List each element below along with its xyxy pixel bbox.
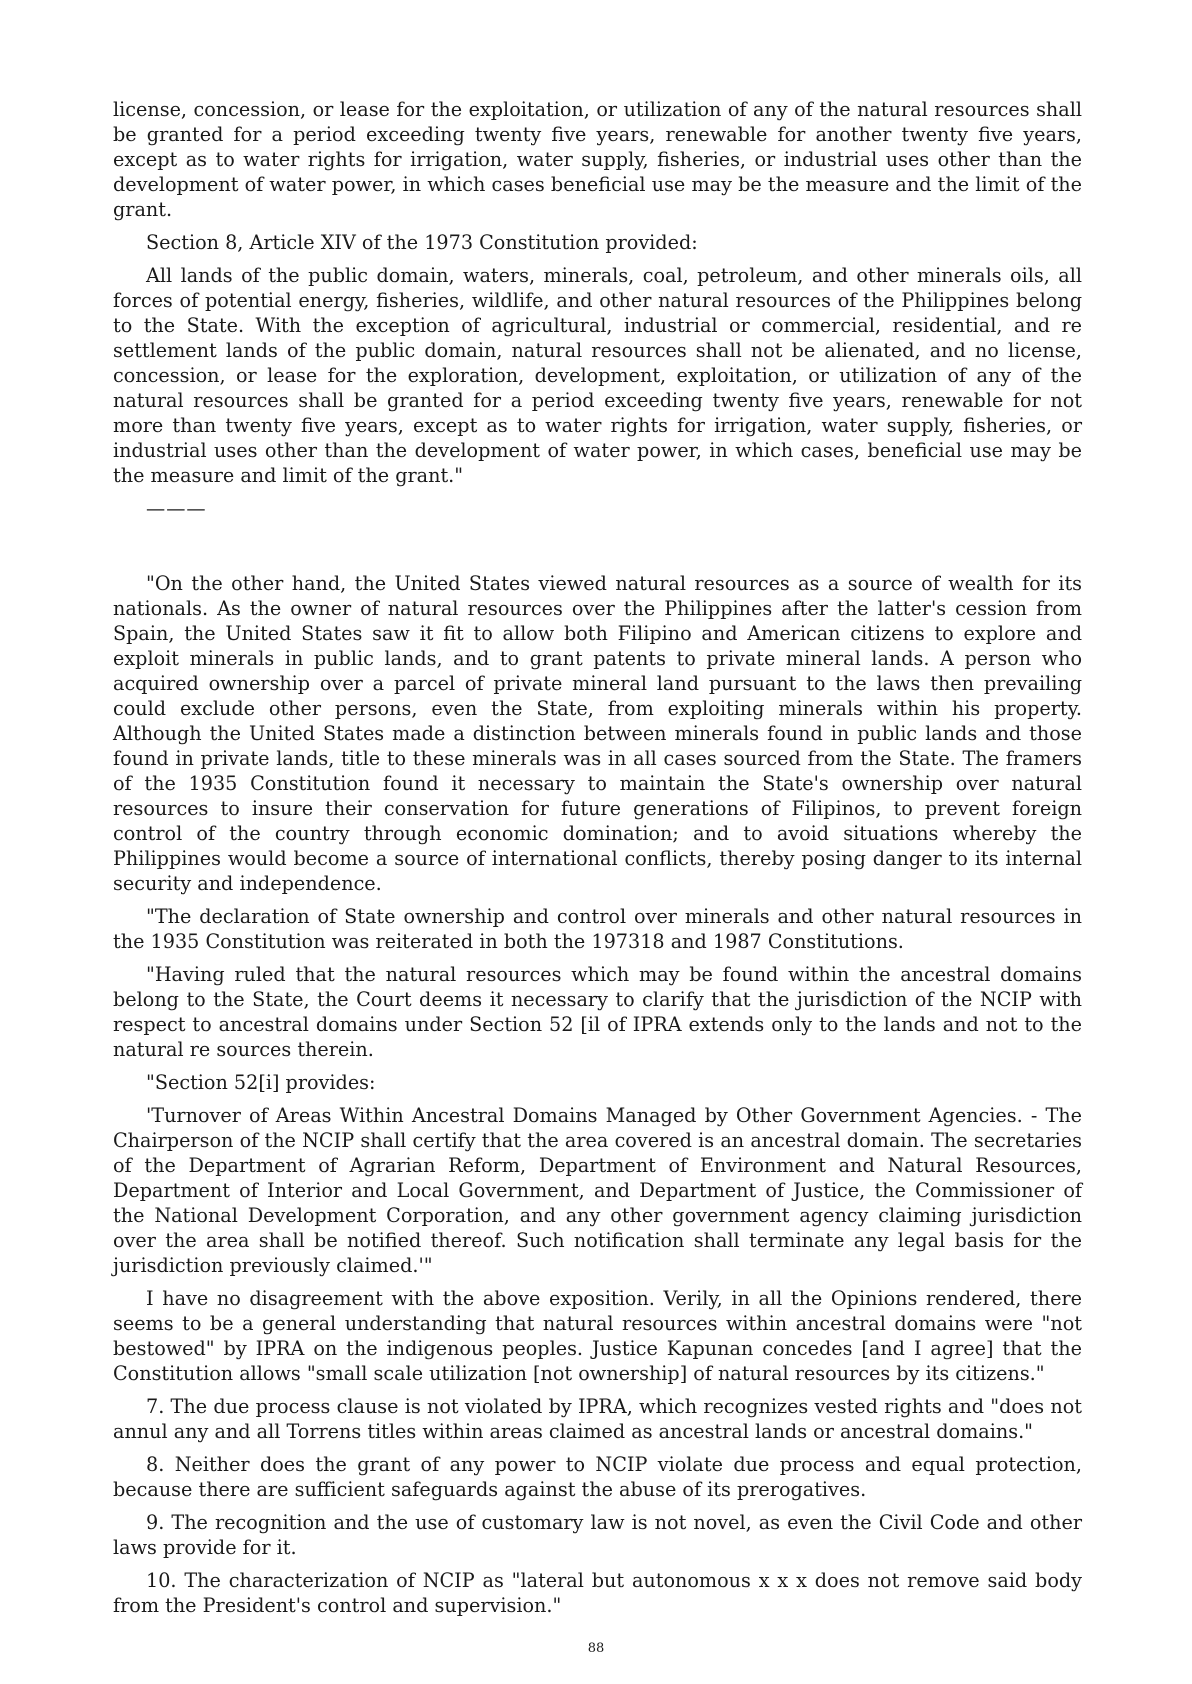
paragraph-item-8: 8. Neither does the grant of any power to NCIP violate due process and equal protection, because there are sufficient safeguards against the abuse of its prerogatives. [113, 1453, 1082, 1501]
footnote-separator: ——— [146, 497, 207, 520]
paragraph-state-ownership: "The declaration of State ownership and control over minerals and other natural resources in the 1935 Constitution was reiterated in both the 197318 and 1987 Constitutions. [113, 905, 1082, 953]
paragraph-item-9: 9. The recognition and the use of customary law is not novel, as even the Civil Code and other laws provide for it. [113, 1511, 1082, 1559]
spacer [113, 521, 1082, 571]
paragraph-no-disagreement: I have no disagreement with the above exposition. Verily, in all the Opinions rendered, there seems to be a general understanding that natural resources within ancestral domains were "not bestowed" by IPRA on the indigenous peoples. Justice Kapunan concedes [and I agree] that the Constitution allows "small scale utilization [not ownership] of natural resources by its citizens." [113, 1287, 1082, 1385]
paragraph-section-8-intro: Section 8, Article XIV of the 1973 Constitution provided: [146, 231, 698, 254]
paragraph-turnover-of-areas: 'Turnover of Areas Within Ancestral Domains Managed by Other Government Agencies. - The Chairperson of the NCIP shall certify that the area covered is an ancestral domain. The secretaries of the Department of Agrarian Reform, Department of Environment and Natural Resources, Department of Interior and Local Government, and Department of Justice, the Commissioner of the National Development Corporation, and any other government agency claiming jurisdiction over the area shall be notified thereof. Such notification shall terminate any legal basis for the jurisdiction previously claimed.'" [113, 1104, 1082, 1277]
paragraph-united-states: "On the other hand, the United States viewed natural resources as a source of wealth for its nationals. As the owner of natural resources over the Philippines after the latter's cession from Spain, the United States saw it fit to allow both Filipino and American citizens to explore and exploit minerals in public lands, and to grant patents to private mineral lands. A person who acquired ownership over a parcel of private mineral land pursuant to the laws then prevailing could exclude other persons, even the State, from exploiting minerals within his property. Although the United States made a distinction between minerals found in public lands and those found in private lands, title to these minerals was in all cases sourced from the State. The framers of the 1935 Constitution found it necessary to maintain the State's ownership over natural resources to insure their conservation for future generations of Filipinos, to prevent foreign control of the country through economic domination; and to avoid situations whereby the Philippines would become a source of international conflicts, thereby posing danger to its internal security and independence. [113, 572, 1082, 895]
paragraph-section-52i: "Section 52[i] provides: [146, 1071, 376, 1094]
paragraph-item-7: 7. The due process clause is not violated by IPRA, which recognizes vested rights and "does not annul any and all Torrens titles within areas claimed as ancestral lands or ancestral domains." [113, 1395, 1082, 1443]
paragraph-ncip-jurisdiction: "Having ruled that the natural resources which may be found within the ancestral domains belong to the State, the Court deems it necessary to clarify that the jurisdiction of the NCIP with respect to ancestral domains under Section 52 [il of IPRA extends only to the lands and not to the natural re sources therein. [113, 963, 1082, 1061]
document-page [113, 97, 1082, 1626]
page-number: 88 [587, 1641, 605, 1656]
paragraph-item-10: 10. The characterization of NCIP as "lateral but autonomous x x x does not remove said body from the President's control and supervision." [113, 1569, 1082, 1617]
paragraph-continuation: license, concession, or lease for the exploitation, or utilization of any of the natural resources shall be granted for a period exceeding twenty five years, renewable for another twenty five years, except as to water rights for irrigation, water supply, fisheries, or industrial uses other than the development of water power, in which cases beneficial use may be the measure and the limit of the grant. [113, 98, 1082, 221]
paragraph-quote-1973-constitution: All lands of the public domain, waters, minerals, coal, petroleum, and other minerals oils, all forces of potential energy, fisheries, wildlife, and other natural resources of the Philippines belong to the State. With the exception of agricultural, industrial or commercial, residential, and re settlement lands of the public domain, natural resources shall not be alienated, and no license, concession, or lease for the exploration, development, exploitation, or utilization of any of the natural resources shall be granted for a period exceeding twenty five years, renewable for not more than twenty five years, except as to water rights for irrigation, water supply, fisheries, or industrial uses other than the development of water power, in which cases, beneficial use may be the measure and limit of the grant." [113, 264, 1082, 487]
